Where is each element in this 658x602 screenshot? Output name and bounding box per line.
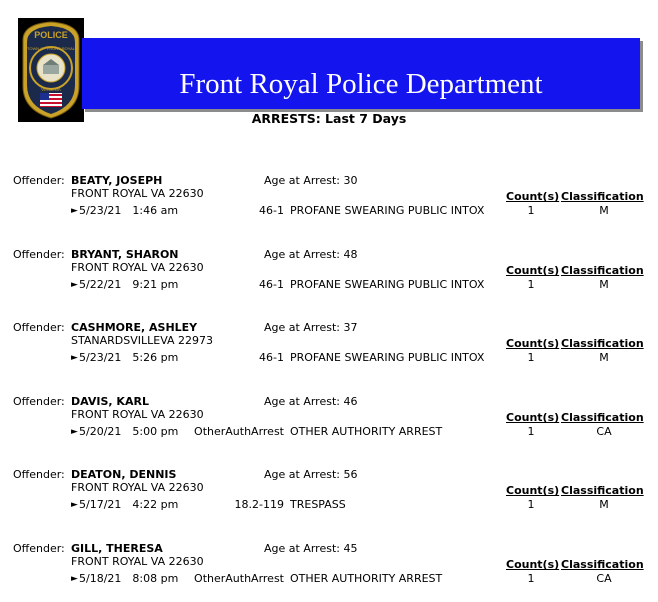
statute-code: 18.2-119	[234, 498, 284, 511]
count-header: Count(s)	[506, 484, 560, 497]
arrow-icon: ►	[71, 353, 78, 363]
arrow-icon: ►	[71, 427, 78, 437]
charge-classification: M	[599, 278, 609, 291]
age-label: Age at Arrest:	[264, 248, 340, 261]
charge-classification: M	[599, 204, 609, 217]
arrest-record	[0, 321, 658, 381]
age-value: 46	[343, 395, 358, 408]
offender-address: FRONT ROYAL VA 22630	[71, 187, 204, 200]
offender-name: DAVIS, KARL	[71, 395, 149, 408]
age-at-arrest	[264, 468, 357, 481]
arrest-time: 9:21 pm	[132, 278, 179, 291]
age-value: 37	[343, 321, 358, 334]
offender-label: Offender:	[13, 321, 65, 334]
title-banner	[82, 38, 640, 109]
offender-name: BRYANT, SHARON	[71, 248, 179, 261]
charge-classification: M	[599, 498, 609, 511]
offender-address: FRONT ROYAL VA 22630	[71, 261, 204, 274]
arrow-icon: ►	[71, 280, 78, 290]
report-subtitle: ARRESTS: Last 7 Days	[251, 111, 407, 126]
arrest-datetime	[79, 278, 178, 291]
statute-code: OtherAuthArrest	[194, 572, 284, 585]
count-header: Count(s)	[506, 190, 560, 203]
charge-classification: M	[599, 351, 609, 364]
offender-address: FRONT ROYAL VA 22630	[71, 555, 204, 568]
arrest-record	[0, 395, 658, 455]
age-label: Age at Arrest:	[264, 542, 340, 555]
arrest-date: 5/20/21	[79, 425, 122, 438]
offender-label: Offender:	[13, 542, 65, 555]
classification-header: Classification	[561, 558, 644, 571]
offender-name: GILL, THERESA	[71, 542, 163, 555]
arrest-time: 5:26 pm	[132, 351, 179, 364]
offender-name: BEATY, JOSEPH	[71, 174, 163, 187]
charge-count: 1	[527, 204, 535, 217]
charge-count: 1	[527, 278, 535, 291]
age-label: Age at Arrest:	[264, 395, 340, 408]
arrow-icon: ►	[71, 500, 78, 510]
arrest-datetime	[79, 498, 178, 511]
offender-address: STANARDSVILLEVA 22973	[71, 334, 214, 347]
classification-header: Classification	[561, 411, 644, 424]
offender-name: CASHMORE, ASHLEY	[71, 321, 198, 334]
age-label: Age at Arrest:	[264, 468, 340, 481]
count-header: Count(s)	[506, 264, 560, 277]
age-at-arrest	[264, 248, 357, 261]
age-at-arrest	[264, 542, 357, 555]
arrest-datetime	[79, 572, 178, 585]
arrest-time: 8:08 pm	[132, 572, 179, 585]
arrest-record	[0, 248, 658, 308]
age-label: Age at Arrest:	[264, 321, 340, 334]
police-badge-logo	[18, 18, 84, 122]
page-title: Front Royal Police Department	[179, 68, 543, 100]
police-badge-icon	[18, 18, 84, 122]
offender-name: DEATON, DENNIS	[71, 468, 177, 481]
count-header: Count(s)	[506, 411, 560, 424]
offender-address: FRONT ROYAL VA 22630	[71, 481, 204, 494]
age-value: 45	[343, 542, 358, 555]
offender-label: Offender:	[13, 174, 65, 187]
age-value: 56	[343, 468, 358, 481]
charge-count: 1	[527, 498, 535, 511]
offender-label: Offender:	[13, 248, 65, 261]
classification-header: Classification	[561, 337, 644, 350]
age-value: 30	[343, 174, 358, 187]
count-header: Count(s)	[506, 337, 560, 350]
charge-description: PROFANE SWEARING PUBLIC INTOX	[290, 278, 485, 291]
statute-code: OtherAuthArrest	[194, 425, 284, 438]
arrest-datetime	[79, 351, 178, 364]
arrest-date: 5/17/21	[79, 498, 122, 511]
classification-header: Classification	[561, 484, 644, 497]
badge-state-text: VIRGINIA	[41, 87, 61, 92]
age-label: Age at Arrest:	[264, 174, 340, 187]
charge-count: 1	[527, 572, 535, 585]
statute-code: 46-1	[259, 204, 284, 217]
offender-label: Offender:	[13, 468, 65, 481]
arrest-datetime	[79, 204, 178, 217]
offender-label: Offender:	[13, 395, 65, 408]
charge-classification: CA	[596, 572, 612, 585]
offender-address: FRONT ROYAL VA 22630	[71, 408, 204, 421]
statute-code: 46-1	[259, 351, 284, 364]
age-at-arrest	[264, 321, 357, 334]
charge-count: 1	[527, 351, 535, 364]
count-header: Count(s)	[506, 558, 560, 571]
badge-ring-text: TOWN OF FRONT ROYAL	[26, 46, 76, 51]
charge-description: OTHER AUTHORITY ARREST	[290, 425, 443, 438]
arrest-date: 5/23/21	[79, 351, 122, 364]
arrest-date: 5/22/21	[79, 278, 122, 291]
statute-code: 46-1	[259, 278, 284, 291]
arrest-record	[0, 174, 658, 234]
arrest-time: 1:46 am	[132, 204, 179, 217]
arrest-datetime	[79, 425, 178, 438]
charge-description: TRESPASS	[290, 498, 346, 511]
charge-description: PROFANE SWEARING PUBLIC INTOX	[290, 204, 485, 217]
age-at-arrest	[264, 174, 357, 187]
arrest-date: 5/18/21	[79, 572, 122, 585]
charge-description: OTHER AUTHORITY ARREST	[290, 572, 443, 585]
arrest-record	[0, 542, 658, 602]
arrest-record	[0, 468, 658, 528]
arrow-icon: ►	[71, 206, 78, 216]
badge-top-text: POLICE	[34, 30, 68, 40]
age-at-arrest	[264, 395, 357, 408]
classification-header: Classification	[561, 264, 644, 277]
arrow-icon: ►	[71, 574, 78, 584]
classification-header: Classification	[561, 190, 644, 203]
arrest-time: 4:22 pm	[132, 498, 179, 511]
arrest-time: 5:00 pm	[132, 425, 179, 438]
age-value: 48	[343, 248, 358, 261]
charge-classification: CA	[596, 425, 612, 438]
charge-count: 1	[527, 425, 535, 438]
charge-description: PROFANE SWEARING PUBLIC INTOX	[290, 351, 485, 364]
arrest-date: 5/23/21	[79, 204, 122, 217]
